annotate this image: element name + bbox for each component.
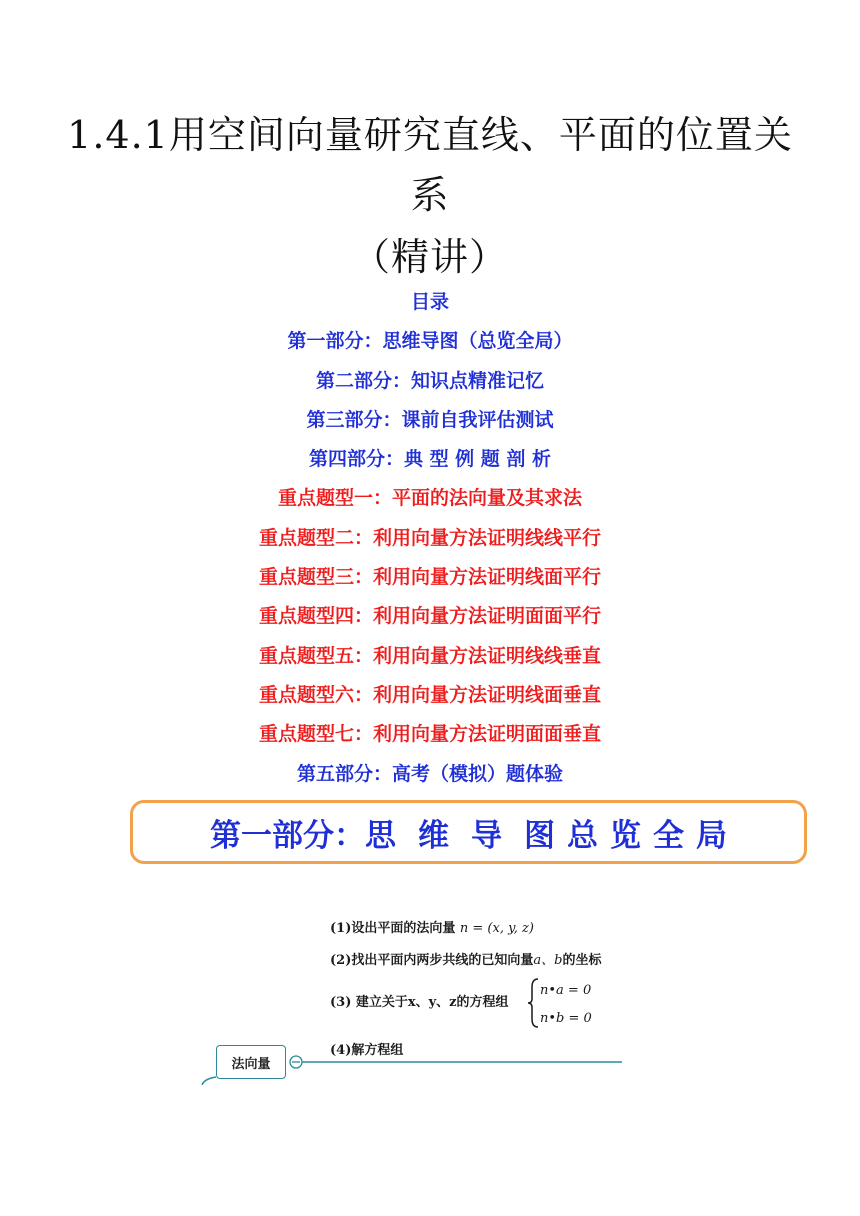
banner-part-label: 第一部分： bbox=[210, 817, 365, 854]
equation-1: n•a = 0 bbox=[540, 983, 592, 998]
toc-subitem[interactable]: 重点题型四：利用向量方法证明面面平行 bbox=[258, 605, 601, 628]
toc-item[interactable]: 第二部分：知识点精准记忆 bbox=[315, 369, 544, 392]
toc-subitem[interactable]: 重点题型七：利用向量方法证明面面垂直 bbox=[258, 723, 601, 746]
section-banner bbox=[130, 800, 807, 864]
mind-map-step-2: (2)找出平面内两步共线的已知向量a、b的坐标 bbox=[330, 953, 602, 968]
banner-char: 导 bbox=[471, 817, 502, 854]
mind-map-step-4: (4)解方程组 bbox=[330, 1043, 404, 1058]
toc-item[interactable]: 第四部分：典 型 例 题 剖 析 bbox=[308, 448, 552, 471]
table-of-contents bbox=[0, 288, 860, 799]
toc-subitem[interactable]: 重点题型五：利用向量方法证明线线垂直 bbox=[258, 644, 601, 667]
banner-char: 全 bbox=[653, 817, 684, 854]
toc-heading: 目录 bbox=[410, 291, 449, 313]
mind-map-image bbox=[190, 905, 630, 1085]
banner-char: 思 bbox=[365, 817, 396, 854]
title-line-3: （精讲） bbox=[351, 235, 508, 279]
mind-map-node: 法向量 bbox=[216, 1045, 286, 1079]
title-line-2: 系 bbox=[410, 173, 450, 217]
normal-vector-formula: n = (x, y, z) bbox=[459, 921, 534, 936]
banner-char: 总 bbox=[567, 817, 598, 854]
toc-item[interactable]: 第五部分：高考（模拟）题体验 bbox=[296, 762, 563, 785]
banner-char: 局 bbox=[696, 817, 727, 854]
toc-subitem[interactable]: 重点题型二：利用向量方法证明线线平行 bbox=[258, 526, 601, 549]
equation-2: n•b = 0 bbox=[540, 1011, 592, 1026]
banner-char: 览 bbox=[610, 817, 641, 854]
toc-subitem[interactable]: 重点题型一：平面的法向量及其求法 bbox=[277, 487, 582, 510]
toc-subitem[interactable]: 重点题型六：利用向量方法证明线面垂直 bbox=[258, 683, 601, 706]
toc-item[interactable]: 第一部分：思维导图（总览全局） bbox=[287, 330, 573, 353]
toc-item[interactable]: 第三部分：课前自我评估测试 bbox=[306, 408, 554, 431]
banner-char: 图 bbox=[524, 817, 555, 854]
title-line-1: 1.4.1用空间向量研究直线、平面的位置关 bbox=[67, 113, 793, 157]
toc-subitem[interactable]: 重点题型三：利用向量方法证明线面平行 bbox=[258, 566, 601, 589]
banner-char: 维 bbox=[418, 817, 449, 854]
mind-map-step-3: (3) 建立关于x、y、z的方程组 bbox=[330, 995, 509, 1010]
mind-map-step-1: (1)设出平面的法向量 n = (x, y, z) bbox=[330, 921, 534, 936]
brace-icon bbox=[526, 977, 540, 1029]
